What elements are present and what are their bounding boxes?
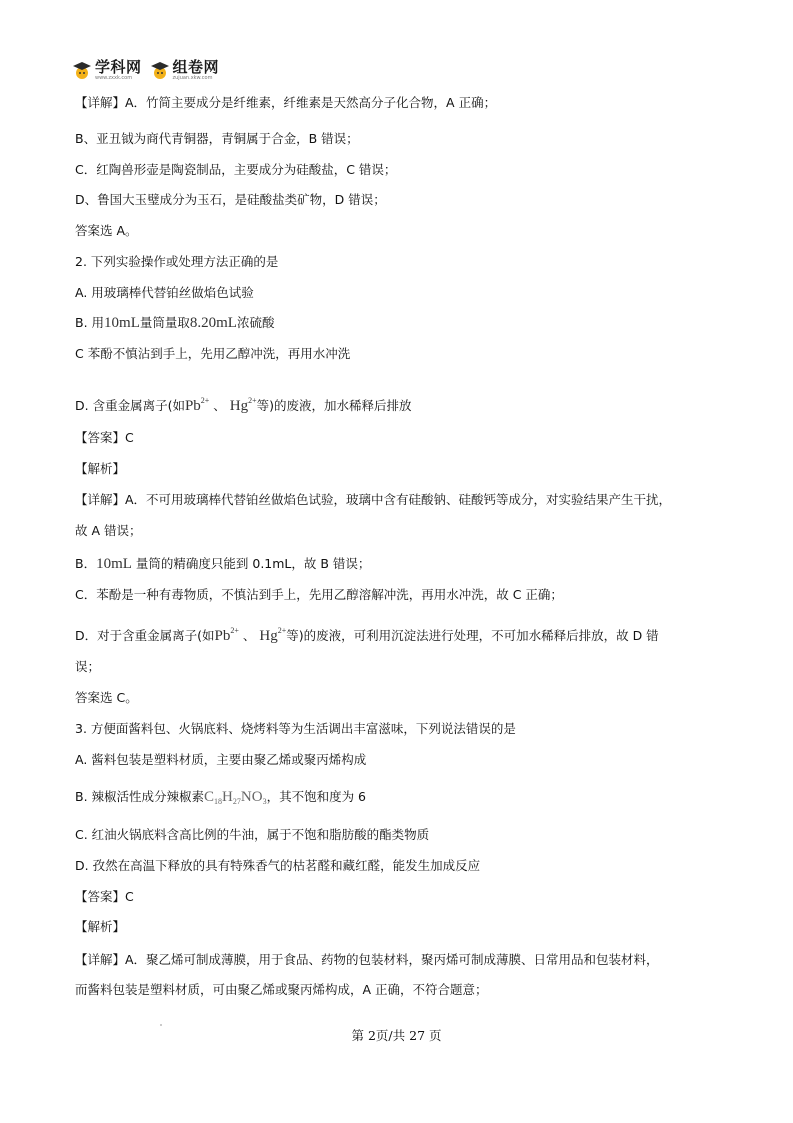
- text-segment: B．: [75, 556, 97, 571]
- text-segment: ，其不饱和度为 6: [266, 789, 366, 804]
- text-segment: 等)的废液，加水稀释后排放: [256, 398, 412, 413]
- text-segment: 量筒的精确度只能到 0.1mL，故 B 错误；: [135, 556, 371, 571]
- option-line: A. 酱料包装是塑料材质，主要由聚乙烯或聚丙烯构成: [75, 752, 367, 767]
- question-stem: 3. 方便面酱料包、火锅底料、烧烤料等为生活调出丰富滋味，下列说法错误的是: [75, 721, 516, 736]
- logo-url: www.zxxk.com: [95, 75, 133, 81]
- text-line: 【详解】A．聚乙烯可制成薄膜，用于食品、药物的包装材料，聚丙烯可制成薄膜、日常用品和包装材料，: [75, 952, 659, 967]
- zujuan-logo: [150, 60, 220, 81]
- option-line: [75, 392, 412, 415]
- text-segment: 等)的废液，可利用沉淀法进行处理，不可加水稀释后排放，故 D 错: [286, 628, 659, 643]
- text-line: 【详解】A．竹简主要成分是纤维素，纤维素是天然高分子化合物，A 正确；: [75, 95, 497, 110]
- text-line: 答案选 A。: [75, 223, 138, 238]
- text-line: 故 A 错误；: [75, 523, 142, 538]
- graduation-cap-icon: [150, 61, 170, 81]
- text-line: C．红陶兽形壶是陶瓷制品，主要成分为硅酸盐，C 错误；: [75, 162, 397, 177]
- text-line: B、亚丑钺为商代青铜器，青铜属于合金，B 错误；: [75, 131, 359, 146]
- formula-pb: $Pb^{2+}$: [184, 396, 210, 414]
- option-line: [75, 314, 275, 332]
- zxxk-logo: [72, 60, 142, 81]
- text-line: 误；: [75, 659, 101, 674]
- formula-pb: $Pb^{2+}$: [214, 626, 239, 644]
- option-line: C 苯酚不慎沾到手上，先用乙醇冲洗，再用水冲洗: [75, 346, 351, 361]
- analysis-header: 【解析】: [75, 461, 126, 476]
- formula-hg: $Hg^{2+}$: [259, 626, 287, 644]
- logo-name: 学科网: [95, 58, 142, 76]
- text-line: 答案选 C。: [75, 690, 138, 705]
- header-logo: [72, 60, 219, 81]
- quantity: 10mL: [96, 556, 132, 572]
- answer-line: 【答案】C: [75, 889, 134, 904]
- formula-capsaicin: $C_{18}H_{27}NO_3$: [204, 789, 267, 806]
- formula-hg: $Hg^{2+}$: [229, 396, 257, 414]
- page-number: 第 2页/共 27 页: [351, 1028, 442, 1043]
- logo-url: zujuan.xkw.com: [172, 75, 213, 81]
- text-segment: 、: [213, 398, 226, 413]
- text-segment: D. 含重金属离子(如: [75, 398, 185, 413]
- option-line: A. 用玻璃棒代替铂丝做焰色试验: [75, 285, 254, 300]
- text-line: C．苯酚是一种有毒物质，不慎沾到手上，先用乙醇溶解冲洗，再用水冲洗，故 C 正确；: [75, 587, 563, 602]
- text-segment: 、: [242, 628, 256, 643]
- quantity: 8.20mL: [189, 315, 237, 331]
- logo-name: 组卷网: [172, 58, 220, 76]
- text-segment: B. 辣椒活性成分辣椒素: [75, 789, 205, 804]
- option-line: D. 孜然在高温下释放的具有特殊香气的枯茗醛和藏红醛，能发生加成反应: [75, 858, 481, 873]
- graduation-cap-icon: [72, 61, 92, 81]
- text-segment: B. 用: [75, 315, 105, 330]
- text-line: [75, 555, 370, 573]
- text-segment: 量筒量取: [139, 315, 190, 330]
- text-segment: 浓硫酸: [236, 315, 275, 330]
- answer-line: 【答案】C: [75, 430, 134, 445]
- text-line: 【详解】A．不可用玻璃棒代替铂丝做焰色试验，玻璃中含有硅酸钠、硅酸钙等成分，对实验结果产生干扰，: [75, 492, 672, 507]
- quantity: 10mL: [104, 315, 140, 331]
- text-segment: D．对于含重金属离子(如: [75, 628, 215, 643]
- option-line: C. 红油火锅底料含高比例的牛油，属于不饱和脂肪酸的酯类物质: [75, 827, 430, 842]
- text-line: 而酱料包装是塑料材质，可由聚乙烯或聚丙烯构成，A 正确，不符合题意；: [75, 982, 488, 997]
- question-stem: 2. 下列实验操作或处理方法正确的是: [75, 254, 279, 269]
- text-line: [75, 622, 659, 645]
- text-line: D、鲁国大玉璧成分为玉石，是硅酸盐类矿物，D 错误；: [75, 192, 386, 207]
- analysis-header: 【解析】: [75, 919, 126, 934]
- option-line: [75, 788, 366, 811]
